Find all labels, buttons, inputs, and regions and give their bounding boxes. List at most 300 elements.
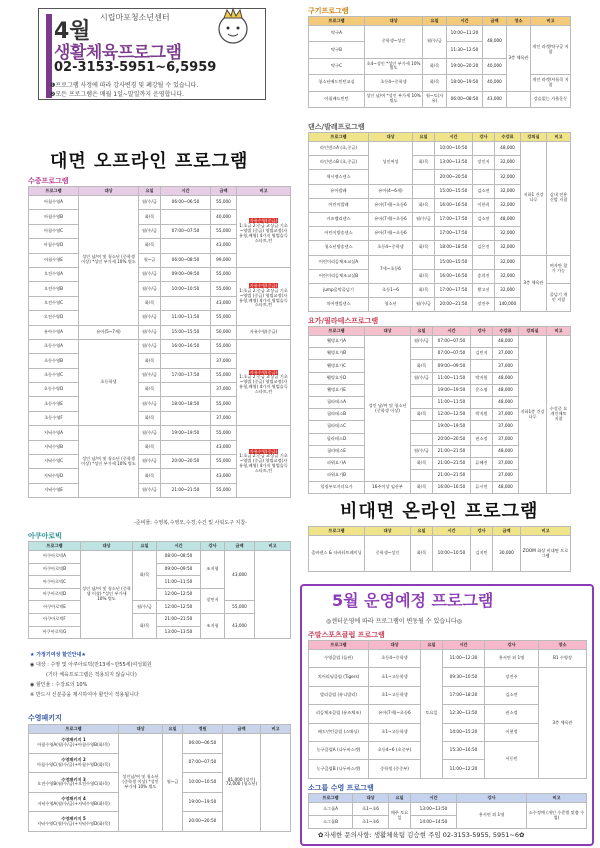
day-cell: 화/목 [133,551,157,601]
level-text: 1:초급 2:중급 3:상급 기초~영법 (중급) 영법교정(자유형,배영) 4가지 영법습득 스타트,턴 [239,374,288,394]
time-cell: 11:00~11:50 [433,372,471,384]
org-name: 시립마포청소년센터 [100,13,170,22]
price-cell: 55,000 [211,455,237,469]
dance-th: 프로그램 [309,133,369,142]
time-cell: 09:00~09:50 [433,360,471,372]
teacher-cell: 김소연 [473,212,495,226]
smallswim-cell: 14:00~14:50 [411,816,457,829]
smallswim-note: 소수정예 (개인 수준별 맞춤 수업) [527,803,587,829]
time-cell: 19:00~19:50 [183,792,223,812]
package-name [29,812,119,832]
target-cell: 유아(4~6세) [369,184,413,198]
day-cell: 월~토(자유) [423,91,447,107]
target-cell: 유아(7세)~초등6 [369,212,413,226]
time-cell: 07:00~07:50 [161,224,211,238]
time-cell: 15:00~15:50 [435,184,473,198]
day-cell: 화/목 [423,75,447,91]
time-cell: 14:00~15:20 [443,723,485,741]
price-cell: 55,000 [225,601,255,614]
program-name: 저녁수영B [29,440,79,454]
aqua-th: 비고 [255,542,291,551]
swim-th: 시간 [161,187,211,196]
day-cell: 월/수/금 [139,426,161,440]
sports-th: 프로그램 [309,641,369,650]
time-cell: 21:00~21:50 [161,483,211,497]
program-name: 저녁수영C [29,455,79,469]
phone-number: 02-3153-5951~6,5959 [54,60,217,75]
time-cell: 07:00~07:50 [183,753,223,773]
price-cell: 48,000 [483,26,507,59]
day-cell: 화/목 [139,296,161,310]
program-name: 아쿠아로빅E [29,601,81,614]
time-cell: 11:00~12:30 [443,650,485,668]
gugi-th: 비고 [531,17,571,26]
time-cell: 17:00~17:50 [161,368,211,382]
teacher-cell: 장진주 [473,298,495,312]
time-cell [161,239,211,253]
day-cell: 화/목 [139,440,161,454]
target-cell: 성인 남/여 *성인 부가세 10% 별도 [365,91,423,107]
day-cell [413,170,435,184]
time-cell: 11:00~11:50 [161,311,211,325]
time-cell: 18:00~19:50 [447,75,483,91]
day-cell [411,396,433,408]
time-cell [161,440,211,454]
time-cell: 17:00~17:50 [435,212,473,226]
table-row [29,196,291,210]
table-row [309,668,587,686]
package-th: 요일 [163,725,183,734]
target-cell: 유아(7세)~초등6 [369,705,421,723]
dance-th: 수강료 [495,133,521,142]
teacher-cell: 박지원 [471,409,493,421]
day-cell: 월/수/금 [139,483,161,497]
price-cell: 50,000 [211,325,237,339]
day-cell [413,255,435,269]
teacher-cell [471,396,493,408]
level-note: 자유수영(중급) [237,325,291,339]
teacher-cell: 장진주 [485,668,539,686]
aqua-th: 금액 [225,542,255,551]
price-cell: 37,000 [211,354,237,368]
time-cell: 07:00~07:50 [433,348,471,360]
time-cell: 17:00~17:50 [435,227,473,241]
gugi-section-label: 구기프로그램 [308,7,349,15]
day-cell [411,348,433,360]
time-cell: 10:00~11:20 [447,26,483,42]
time-cell: 16:00~16:50 [433,482,471,494]
gugi-th: 프로그램 [309,17,365,26]
target-cell: 초등학생 [79,339,139,425]
program-name: 오전수영D [29,311,79,325]
dance-th: 요일 [413,133,435,142]
teacher-cell [473,255,495,269]
time-cell: 20:00~21:50 [435,298,473,312]
time-cell: 17:00~18:20 [443,686,485,704]
sports-th: 대상 [369,641,421,650]
yoga-th: 강의실 [519,327,547,336]
program-name: 발리클럽 (유니발리) [309,686,369,704]
day-cell: 월/수/금 [413,212,435,226]
time-cell: 10:00~10:50 [183,773,223,793]
price-cell: 37,000 [493,433,519,445]
time-cell: 06:00~06:50 [183,734,223,754]
place-cell: 3층 체육관 [539,668,587,778]
sports-th: 강사 [485,641,539,650]
teacher-cell: 류시연 [471,482,493,494]
gugi-table [308,16,571,108]
note-cell: 수강중 요 개인매트 지참 [547,336,571,494]
price-cell: 32,000 [495,170,521,184]
time-cell: 18:00~18:50 [161,397,211,411]
discount-2: (기타 체육프로그램은 적용되지 않습니다) [46,672,137,678]
day-cell: 월/수/금 [411,445,433,457]
table-row [29,601,291,614]
teacher-cell [471,421,493,433]
program-name: 필라테스B [309,409,365,421]
price-cell: 40,000 [483,75,507,91]
target-cell: 성인 남/여 및 청소년 (중학생 이상) [365,336,411,482]
package-desc: 저녁수영C(월/수/금)+저녁수영D(화/목) [36,820,110,826]
day-cell: 월/수/금 [139,397,161,411]
aqua-table [28,541,291,639]
sports-th: 시간 [443,641,485,650]
target-cell: 성인 남/여 및 청소년 (중학생 이상) *성인 부가세 10% 별도 [79,426,139,498]
yoga-th: 비고 [547,327,571,336]
day-cell: 화/목 [413,269,435,283]
day-cell: 월/수/금 [139,339,161,353]
time-cell: 16:00~16:50 [435,269,473,283]
program-name: 웰빙요가C [309,360,365,372]
day-cell [411,421,433,433]
package-name [29,753,119,773]
day-cell: 월/수/금 [413,298,435,312]
gugi-th: 장소 [507,17,531,26]
program-name: 필라테스C [309,421,365,433]
swim-th: 프로그램 [29,187,79,196]
level-tag: 자유수영(중급) [249,369,278,375]
target-cell: 초1~고등학생 [369,723,421,741]
smallswim-table [308,793,587,829]
room-cell: 3층 체육관 [521,255,547,312]
online-th: 대상 [365,527,411,536]
teacher-cell: 문소영 [471,384,493,396]
day-cell: 월/수/금 [139,196,161,210]
gugi-th: 요일 [423,17,447,26]
price-cell: 81,000 (성인) 72,000 (청소년) [223,734,261,832]
target-cell: 7세~초등6 [369,255,413,283]
day-cell: 화/목 [413,283,435,297]
price-cell: 40,000 [483,58,507,74]
day-cell: 월/수/금 [411,336,433,348]
price-cell: 37,000 [211,383,237,397]
program-name: 아쿠아로빅D [29,588,81,601]
time-cell: 06:00~08:50 [161,253,211,267]
level-note [237,426,291,498]
target-cell: 중학생~성인 [365,26,423,59]
page-title: 생활체육프로그램 [54,43,182,63]
time-cell [161,296,211,310]
day-cell: 화/목 [139,383,161,397]
program-name: 초등수영D [29,383,79,397]
price-cell: 55,000 [211,426,237,440]
month-label: 4월 [54,19,91,44]
price-cell: 48,000 [493,396,519,408]
discount-3: ◉ 할인율 : 수강료의 10% [30,682,88,688]
online-th: 시간 [433,527,471,536]
program-name: 아침수영D [29,239,79,253]
program-name: 필라테스A [309,396,365,408]
teacher-cell: 권소정 [471,433,493,445]
day-cell [411,433,433,445]
price-cell: 48,000 [493,445,519,457]
dance-th: 강사 [473,133,495,142]
time-cell: 09:00~09:50 [161,267,211,281]
teacher-cell: 박지원 [471,372,493,384]
price-cell: 37,000 [493,421,519,433]
yoga-th: 강사 [471,327,493,336]
discount-title: ★ 가정기여성 할인안내★ [30,652,86,658]
program-name: 아침수영B [29,210,79,224]
time-cell: 15:00~15:50 [161,325,211,339]
time-cell: 11:30~12:50 [447,42,483,58]
aqua-section-label: 아쿠아로빅 [28,532,62,540]
gugi-th: 시간 [447,17,483,26]
program-name: 저녁수영A [29,426,79,440]
online-th: 금액 [493,527,521,536]
day-cell: 화/목 [139,239,161,253]
time-cell [161,411,211,425]
table-row [29,339,291,353]
price-cell: 55,000 [211,267,237,281]
online-title: 비대면 온라인 프로그램 [340,501,539,522]
price-cell: 48,000 [493,384,519,396]
day-cell: 월/수/금 [411,372,433,384]
teacher-cell: 서동민 [485,741,539,778]
program-name: 탁구B [309,42,365,58]
time-cell: 11:00~12:20 [443,760,485,778]
program-name: 파워요가A [309,457,365,469]
time-cell: 08:00~08:50 [157,551,201,564]
price-cell: 37,000 [493,409,519,421]
notice-2: ❷모든 프로그램은 매월 1일~말일까지 운영합니다. [50,91,184,98]
price-cell: 43,000 [211,239,237,253]
program-name: 아쿠아로빅F [29,613,81,626]
target-cell: 유아(5~7세) [79,325,139,339]
smallswim-th: 요일 [389,794,411,803]
swim-th: 금액 [211,187,237,196]
day-cell [411,384,433,396]
teacher-cell [473,170,495,184]
time-cell: 16:00~16:50 [161,339,211,353]
program-name: 필라테스D [309,433,365,445]
day-cell: 월/수/금 [139,267,161,281]
table-row [309,336,571,348]
note-cell: 개인 라켓/탁구공 지참 [531,26,571,75]
level-tag: 자유수영(중급) [249,283,278,289]
price-cell: 32,000 [495,198,521,212]
yoga-th: 대상 [365,327,411,336]
aqua-th: 프로그램 [29,542,81,551]
table-row [309,255,571,269]
offline-title: 대면 오프라인 프로그램 [50,151,249,172]
time-cell: 19:00~19:50 [161,426,211,440]
target-cell: 중학생 (중중부) [369,760,421,778]
day-cell: 화/목 [411,482,433,494]
aqua-th: 요일 [133,542,157,551]
table-row [309,26,571,42]
program-name: 초등수영A [29,339,79,353]
program-name: 파워요가B [309,470,365,482]
smallswim-th: 시간 [411,794,457,803]
online-cell: 줌바댄스 & 타바타트레이닝 [309,536,365,572]
smallswim-cell: 소그룹B [309,816,353,829]
aqua-th: 시간 [157,542,201,551]
table-row [29,613,291,626]
program-name: 아쿠아로빅G [29,626,81,639]
program-name: 수영클럽 (돌핀) [309,650,369,668]
smallswim-teacher: 홍서연 외 1명 [457,803,527,829]
day-cell: 화/목 [413,156,435,170]
place-cell: B1 수영장 [539,650,587,668]
dance-th: 대상 [369,133,413,142]
teacher-cell: 조지형 [201,613,225,638]
program-name: 탁구C [309,58,365,74]
package-name [29,734,119,754]
online-table [308,526,571,572]
program-name: 치어리딩클럽 (Tigers) [309,668,369,686]
price-cell: 140,000 [495,298,521,312]
discount-1: ◉ 대상 : 수영 및 아쿠아로빅(만13세~만55세)여성회원 [30,662,152,668]
price-cell: 55,000 [211,397,237,411]
room-cell: 지하1 건강나루 [521,142,547,256]
day-cell [411,470,433,482]
time-cell [161,354,211,368]
target-cell: 초등1~6 [369,283,413,297]
program-name: 오전수영C [29,296,79,310]
teacher-cell: 송희진 [473,269,495,283]
price-cell: 37,000 [211,411,237,425]
teacher-cell: 김민지 [471,348,493,360]
price-cell: 40,000 [211,210,237,224]
dance-th: 비고 [547,133,571,142]
yoga-th: 프로그램 [309,327,365,336]
teacher-cell: 장인지 [473,156,495,170]
day-cell: 월/수/금 [133,601,157,614]
price-cell: 43,000 [211,469,237,483]
aqua-th: 강사 [201,542,225,551]
smallswim-th: 프로그램 [309,794,353,803]
time-cell: 19:00~20:20 [447,58,483,74]
price-cell: 55,000 [211,339,237,353]
smallswim-section-label: 소그룹 수영 프로그램 [308,784,374,792]
time-cell: 13:00~13:50 [435,156,473,170]
note-cell: 개인 라켓/셔틀콕 지참 [531,75,571,91]
time-cell: 19:00~19:50 [433,421,471,433]
contact-info: ✿자세한 문의사항: 생활체육팀 김승현 주임 02-3153-5955, 5951~6✿ [318,831,525,839]
program-name: 섹시쌩스댄스 [309,170,369,184]
online-cell: 중학생~성인 [365,536,411,572]
table-row [29,426,291,440]
program-name: 저녁수영D [29,469,79,483]
day-cell: 토요일 [421,650,443,779]
package-table [28,724,291,832]
program-name: 초등수영C [29,368,79,382]
price-cell: 43,000 [483,91,507,107]
time-cell: 18:00~18:50 [435,241,473,255]
time-cell: 16:00~16:50 [435,198,473,212]
price-cell: 48,000 [495,142,521,156]
price-cell: 32,000 [495,241,521,255]
note-cell: 여자만 참가 가능 [547,255,571,283]
price-cell: 43,000 [211,296,237,310]
program-name: 라인댄스A (초,중급) [309,142,369,156]
time-cell: 21:00~21:50 [433,470,471,482]
teacher-cell [471,445,493,457]
teacher-cell: 조지형 [201,551,225,589]
time-cell: 13:00~13:50 [157,626,201,639]
table-row [309,91,571,107]
program-name: 농구클럽A (나두바스켓) [309,741,369,759]
time-cell: 12:30~13:50 [443,705,485,723]
price-cell: 43,000 [211,440,237,454]
smallswim-cell: 13:00~13:50 [411,803,457,816]
price-cell: 32,000 [495,255,521,269]
target-cell: 성인남/여 및 청소년 (중학생 이상) *성인 부가세 10% 별도 [119,734,163,832]
program-name: 웰빙요가B [309,348,365,360]
online-th: 요일 [411,527,433,536]
price-cell: 48,000 [493,482,519,494]
program-name: 청소년방송댄스 [309,241,369,255]
online-cell: ZOOM 화상 비대면 프로그램 [521,536,571,572]
price-cell: 37,000 [493,457,519,469]
time-cell [161,383,211,397]
package-th: 정원 [183,725,223,734]
table-row [29,551,291,564]
dance-th: 강의실 [521,133,547,142]
day-cell: 월/수/금 [139,311,161,325]
day-cell: 화/목 [139,354,161,368]
target-cell: 성인여성 [369,142,413,185]
program-name: 배드민턴클럽 (스매싱) [309,723,369,741]
online-cell: 10:00~10:50 [433,536,471,572]
package-name [29,773,119,793]
time-cell: 20:00~20:50 [161,455,211,469]
mascot-icon [212,6,254,48]
target-cell: 유아(7세)~초등6 [369,227,413,241]
gugi-th: 금액 [483,17,507,26]
program-name: 아쿠아로빅A [29,551,81,564]
package-th: 대상 [119,725,163,734]
program-name: 초등수영F [29,411,79,425]
yoga-th: 수강료 [493,327,519,336]
program-name: 아침수영A [29,196,79,210]
time-cell: 06:00~06:50 [161,196,211,210]
target-cell: 초4~성인 *성인 부가세 10% 별도 [365,58,423,74]
program-name: 아침수영C [29,224,79,238]
price-cell: 99,000 [211,253,237,267]
package-desc: 아침수영A(월/수/금)+아침수영B(화/목) [37,742,110,748]
gugi-th: 대상 [365,17,423,26]
smallswim-cell: 초1~초6 [353,803,389,816]
level-tag: 자유수영(중급) [249,448,278,454]
package-th: 비고 [261,725,291,734]
room-cell: 지하1층 건강나루 [519,336,547,494]
program-name: 저녁수영E [29,483,79,497]
target-cell: 초1~고등학생 [369,686,421,704]
target-cell: 16주이상 임산부 [365,482,411,494]
program-name: 청소년배드민턴교실 [309,75,365,91]
